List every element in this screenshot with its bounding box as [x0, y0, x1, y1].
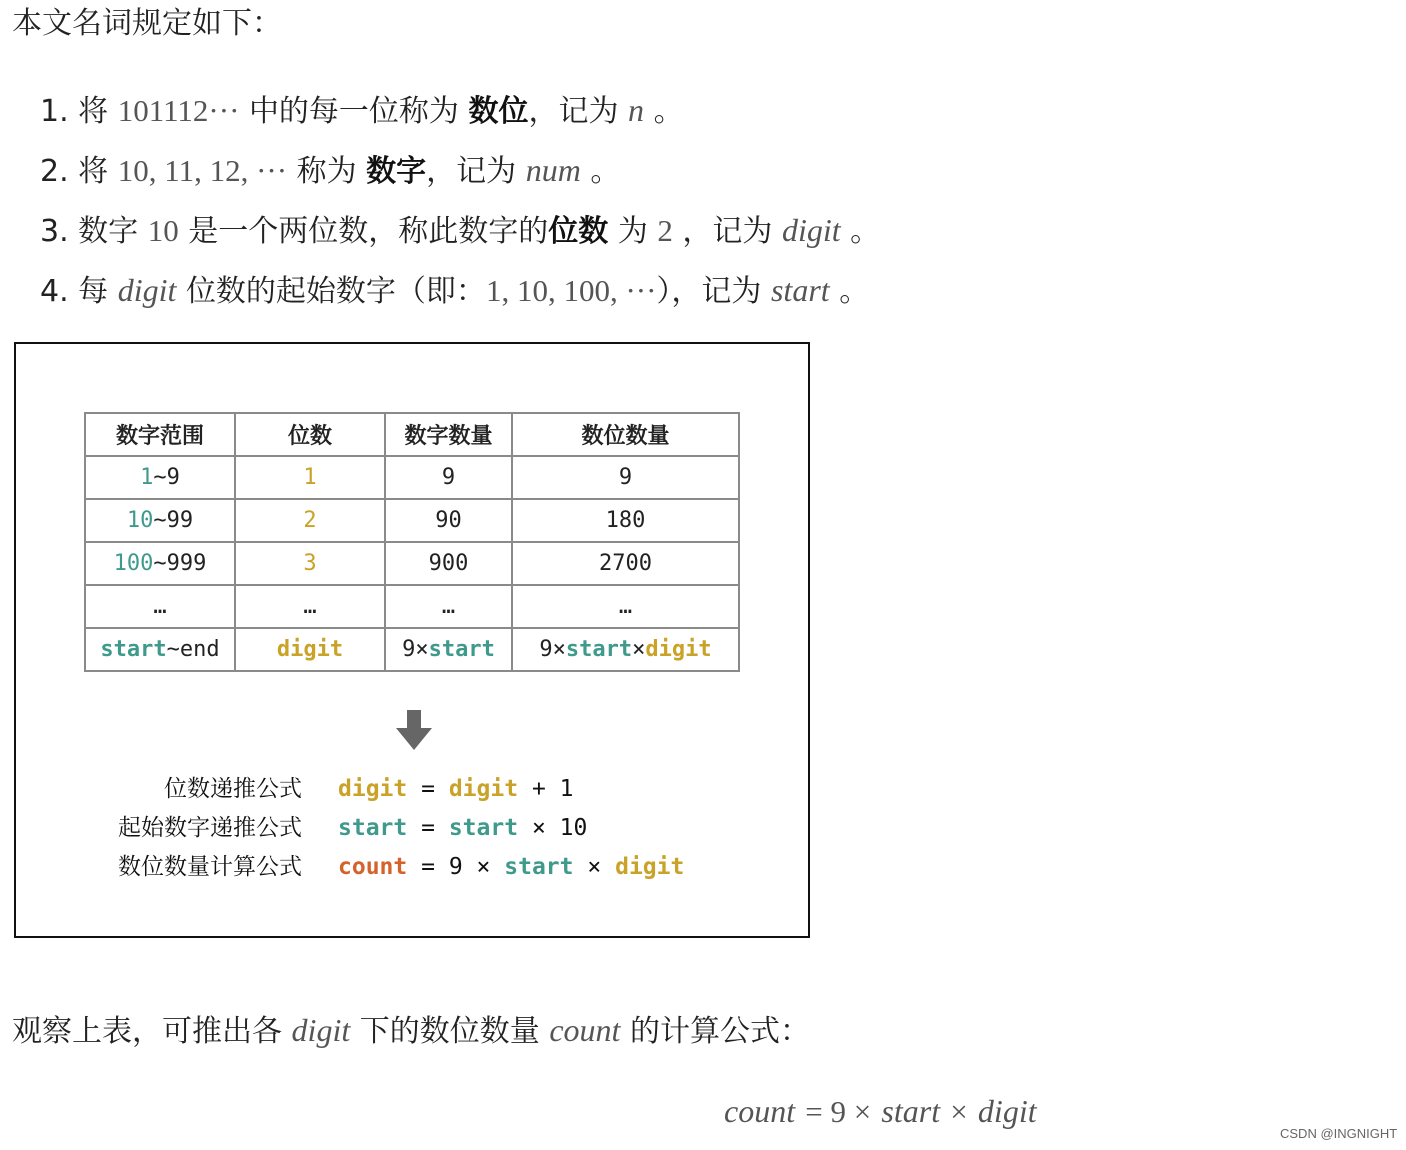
text: ×: [531, 815, 546, 841]
definition-item-2: [40, 140, 880, 200]
range-start: 1: [140, 465, 154, 490]
table-cell: [385, 628, 512, 671]
range-start: 100: [113, 551, 154, 576]
text: 每: [78, 274, 109, 309]
text: ×: [587, 854, 602, 880]
term-bold: 数字: [366, 154, 427, 189]
range-end: ~99: [153, 508, 194, 533]
text: +: [531, 776, 546, 802]
math-variable: count: [549, 1012, 621, 1048]
range-end: ~999: [153, 551, 207, 576]
math-variable: digit: [977, 1093, 1037, 1129]
math-sequence: 10, 11, 12, ···: [117, 153, 288, 188]
text: =: [421, 854, 435, 880]
table-cell: 3: [235, 542, 385, 585]
definition-item-3: [40, 200, 880, 260]
start-token: start: [565, 637, 633, 662]
text: 9×: [539, 637, 566, 662]
text: 9×: [402, 637, 429, 662]
text: 位数的起始数字（即：: [185, 274, 486, 309]
table-cell: 9: [512, 456, 739, 499]
table-cell: 1: [235, 456, 385, 499]
formula-label: 数位数量计算公式: [118, 854, 302, 880]
end-token: ~end: [166, 637, 220, 662]
table-cell: 2: [235, 499, 385, 542]
term-bold: 数位: [468, 94, 529, 129]
table-cell: …: [512, 585, 739, 628]
item-number: 4.: [40, 274, 69, 309]
table-cell: [85, 628, 235, 671]
text: ，记为: [426, 154, 517, 189]
start-token: start: [338, 815, 408, 841]
digit-table: [84, 412, 740, 672]
text: 将: [78, 94, 109, 129]
intro-heading: 本文名词规定如下：: [12, 6, 282, 41]
table-cell: [85, 585, 235, 628]
table-cell: [85, 499, 235, 542]
table-cell: …: [235, 585, 385, 628]
term-bold: 位数: [548, 214, 609, 249]
text: ×: [476, 854, 491, 880]
digit-token: digit: [645, 637, 712, 662]
text: 观察上表，可推出各: [12, 1014, 282, 1049]
text: =: [421, 815, 435, 841]
math-number: 2: [657, 213, 673, 248]
text: 10: [559, 815, 588, 841]
definition-item-1: [40, 80, 880, 140]
table-cell: [512, 628, 739, 671]
text: 。: [850, 214, 881, 249]
item-number: 3.: [40, 214, 69, 249]
text: ×: [632, 637, 646, 662]
text: 9: [448, 854, 463, 880]
text: 是一个两位数，称此数字的: [188, 214, 549, 249]
formula-label: 起始数字递推公式: [118, 815, 302, 841]
math-operator: ×: [950, 1094, 968, 1129]
table-cell: [85, 456, 235, 499]
table-header-row: [85, 413, 739, 456]
text: 。: [839, 274, 870, 309]
table-cell: …: [385, 585, 512, 628]
text: ，记为: [528, 94, 619, 129]
text: 将: [78, 154, 109, 189]
definition-item-4: [40, 260, 880, 320]
text: 称为: [296, 154, 357, 189]
table-cell: 180: [512, 499, 739, 542]
math-variable: count: [724, 1093, 796, 1129]
csdn-watermark: CSDN @INGNIGHT: [1280, 1126, 1398, 1141]
table-header: 数字范围: [85, 413, 235, 456]
start-token: start: [504, 854, 574, 880]
table-cell: 900: [385, 542, 512, 585]
item-number: 2.: [40, 154, 69, 189]
text: 数字: [78, 214, 139, 249]
text: =: [421, 776, 435, 802]
digit-token: digit: [338, 776, 408, 802]
text: 。: [590, 154, 621, 189]
text: ，记为: [682, 214, 773, 249]
formula-expression: [338, 770, 574, 808]
text: 的计算公式：: [629, 1014, 810, 1049]
math-variable: start: [770, 272, 830, 308]
text: 中的每一位称为: [248, 94, 459, 129]
digit-table-figure: [14, 342, 810, 938]
table-cell: [85, 542, 235, 585]
range-end: ~9: [153, 465, 180, 490]
text: 为: [617, 214, 648, 249]
count-token: count: [338, 854, 408, 880]
formula-row-start: [16, 809, 812, 847]
math-variable: digit: [117, 272, 177, 308]
table-cell: digit: [235, 628, 385, 671]
math-variable: n: [628, 92, 645, 128]
math-variable: start: [881, 1093, 941, 1129]
definition-list: [40, 80, 880, 320]
item-number: 1.: [40, 94, 69, 129]
start-token: start: [100, 637, 167, 662]
math-variable: num: [525, 152, 581, 188]
table-row: [85, 585, 739, 628]
formula-expression: [338, 848, 684, 886]
math-variable: digit: [781, 212, 841, 248]
table-row: [85, 456, 739, 499]
table-header: 数字数量: [385, 413, 512, 456]
observation-paragraph: [12, 1008, 810, 1054]
text: 下的数位数量: [359, 1014, 540, 1049]
digit-token: digit: [615, 854, 685, 880]
table-cell: 9: [385, 456, 512, 499]
math-operator: = 9 ×: [805, 1094, 872, 1129]
arrow-down-icon: [396, 710, 432, 752]
table-cell: 2700: [512, 542, 739, 585]
display-formula: [724, 1092, 1037, 1130]
formula-expression: [338, 809, 587, 847]
formula-label: 位数递推公式: [164, 776, 302, 802]
text: ），记为: [656, 274, 762, 309]
math-sequence: 1, 10, 100, ···: [485, 273, 657, 308]
formula-row-count: [16, 848, 812, 886]
table-row: [85, 499, 739, 542]
math-sequence: 101112···: [117, 93, 240, 128]
math-variable: digit: [291, 1012, 351, 1048]
ellipsis: …: [153, 594, 167, 619]
table-row-general: [85, 628, 739, 671]
start-token: start: [448, 815, 519, 841]
start-token: start: [428, 637, 495, 662]
text: 。: [653, 94, 684, 129]
table-header: 数位数量: [512, 413, 739, 456]
math-number: 10: [147, 213, 179, 248]
table-header: 位数: [235, 413, 385, 456]
table-cell: 90: [385, 499, 512, 542]
digit-token: digit: [448, 776, 519, 802]
text: 1: [559, 776, 574, 802]
formula-row-digit: [16, 770, 812, 808]
range-start: 10: [126, 508, 154, 533]
table-row: [85, 542, 739, 585]
